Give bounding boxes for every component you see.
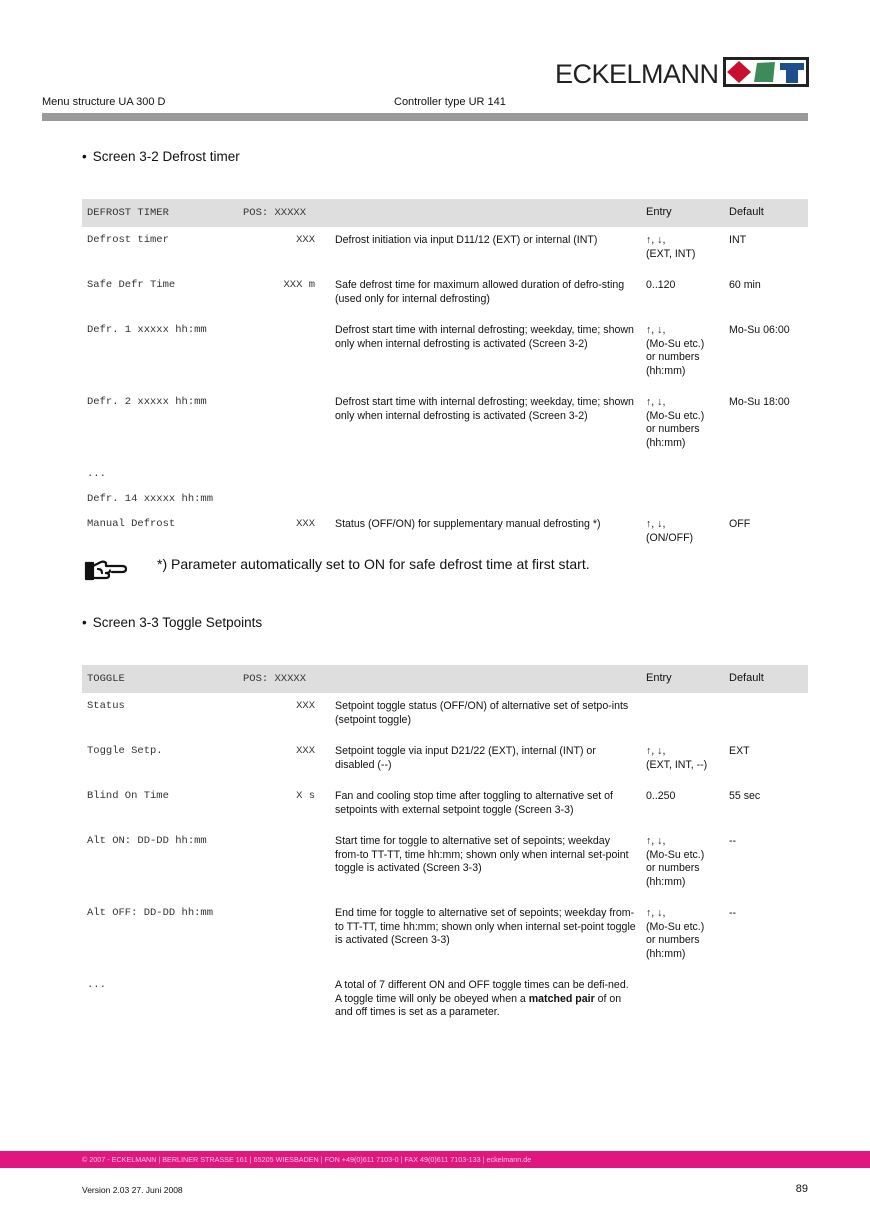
parameter-table: [82, 199, 808, 556]
parameter-description: Setpoint toggle via input D21/22 (EXT), internal (INT) or disabled (--): [335, 745, 596, 771]
entry-line: or numbers: [646, 423, 700, 435]
table-row: [82, 389, 808, 461]
entry-line: ↑, ↓,: [646, 745, 666, 757]
column-header-pos: POS: XXXXX: [237, 199, 329, 227]
parameter-name: ...: [87, 979, 106, 991]
parameter-name: Toggle Setp.: [87, 745, 163, 757]
entry-line: (hh:mm): [646, 947, 686, 960]
section-heading: [82, 149, 240, 164]
entry-line: (Mo-Su etc.): [646, 920, 705, 933]
parameter-value: XXX: [296, 234, 315, 246]
column-header-entry: Entry: [646, 206, 672, 219]
parameter-name: ...: [87, 468, 106, 480]
parameter-entry: [642, 227, 725, 272]
table-row: [82, 738, 808, 783]
parameter-description: Safe defrost time for maximum allowed duration of defro-sting (used only for internal defrosting): [335, 279, 625, 305]
column-header-default: Default: [729, 206, 764, 219]
column-header-default: Default: [729, 672, 764, 685]
entry-line: ↑, ↓,: [646, 907, 666, 919]
entry-line: (Mo-Su etc.): [646, 409, 705, 422]
parameter-name: Alt ON: DD-DD hh:mm: [87, 835, 207, 847]
version-info: Version 2.03 27. Juni 2008: [82, 1185, 183, 1195]
table-row: [82, 828, 808, 900]
parameter-name: Defr. 2 xxxxx hh:mm: [87, 396, 207, 408]
parameter-description: Start time for toggle to alternative set of sepoints; weekday from-to TT-TT, time hh:mm; shown only when internal set-point toggle is activated (Screen 3-3): [335, 835, 629, 874]
parameter-entry: [642, 828, 725, 900]
column-header-pos: POS: XXXXX: [237, 665, 329, 693]
column-header-entry: Entry: [646, 672, 672, 685]
footer-bar: © 2007 - ECKELMANN | BERLINER STRASSE 161 | 65205 WIESBADEN | FON +49(0)611 7103-0 | FAX 49(0)611 7103-133 | eckelmann.de: [0, 1151, 870, 1168]
parameter-description: [329, 972, 642, 1031]
entry-line: 0..120: [646, 279, 676, 291]
table-header-row: [82, 199, 808, 227]
parameter-name: Defrost timer: [87, 234, 169, 246]
entry-line: 0..250: [646, 790, 676, 802]
brand-logo-icon: [723, 57, 809, 87]
parameter-value: XXX: [296, 518, 315, 530]
parameter-entry: [642, 272, 725, 317]
bullet: •: [82, 149, 87, 164]
brand-wordmark: ECKELMANN: [555, 59, 719, 89]
entry-line: (hh:mm): [646, 436, 686, 449]
parameter-description: Defrost initiation via input D11/12 (EXT) or internal (INT): [335, 234, 598, 246]
parameter-value: XXX m: [283, 279, 315, 291]
pointing-hand-icon: [84, 557, 130, 583]
parameter-default: [725, 693, 808, 738]
parameter-description: Fan and cooling stop time after toggling to alternative set of setpoints with external setpoint toggle (Screen 3-3): [335, 790, 613, 816]
note-text-post: of on and off times is set as a parameter.: [335, 992, 622, 1018]
parameter-description: Defrost start time with internal defrosting; weekday, time; shown only when internal defrosting is activated (Screen 3-2): [335, 396, 634, 422]
note-text-pre: A total of 7 different ON and OFF toggle times can be defi-ned. A toggle time will only be obeyed when a: [335, 979, 629, 1005]
controller-type: Controller type UR 141: [394, 96, 506, 108]
parameter-default: OFF: [729, 518, 751, 530]
table-row: [82, 461, 808, 486]
logo-green-square: [754, 62, 775, 82]
column-header-menu: DEFROST TIMER: [82, 199, 237, 227]
parameter-default: Mo-Su 18:00: [729, 396, 790, 408]
entry-line: or numbers: [646, 934, 700, 946]
entry-line: (hh:mm): [646, 875, 686, 888]
parameter-entry: [642, 511, 725, 556]
parameter-value: [237, 317, 329, 389]
bullet: •: [82, 615, 87, 630]
header-divider: [42, 113, 808, 121]
entry-line: or numbers: [646, 862, 700, 874]
column-header-description: [329, 199, 642, 227]
entry-line: ↑, ↓,: [646, 234, 666, 246]
parameter-description: Defrost start time with internal defrosting; weekday, time; shown only when internal defrosting is activated (Screen 3-2): [335, 324, 634, 350]
table-row: [82, 900, 808, 972]
parameter-name: Status: [87, 700, 125, 712]
column-header-menu: TOGGLE: [82, 665, 237, 693]
logo-blue-block: [780, 63, 804, 70]
entry-line: (EXT, INT): [646, 247, 696, 260]
page-number: 89: [795, 1183, 808, 1195]
entry-line: (Mo-Su etc.): [646, 848, 705, 861]
parameter-default: 55 sec: [729, 790, 761, 802]
parameter-value: XXX: [296, 700, 315, 712]
parameter-name: Defr. 1 xxxxx hh:mm: [87, 324, 207, 336]
section-heading: [82, 615, 262, 630]
parameter-default: INT: [729, 234, 747, 246]
table-row: [82, 272, 808, 317]
document-title: Menu structure UA 300 D: [42, 96, 166, 108]
parameter-name: Defr. 14 xxxxx hh:mm: [87, 493, 214, 505]
entry-line: ↑, ↓,: [646, 518, 666, 530]
entry-line: ↑, ↓,: [646, 396, 666, 408]
parameter-entry: [642, 389, 725, 461]
table-row: [82, 486, 808, 511]
entry-line: or numbers: [646, 351, 700, 363]
parameter-default: 60 min: [729, 279, 761, 291]
parameter-value: X s: [296, 790, 315, 802]
column-header-description: [329, 665, 642, 693]
parameter-default: --: [729, 835, 737, 847]
parameter-name: Blind On Time: [87, 790, 169, 802]
entry-line: ↑, ↓,: [646, 835, 666, 847]
parameter-default: --: [729, 907, 737, 919]
note-text: *) Parameter automatically set to ON for safe defrost time at first start.: [157, 556, 590, 572]
parameter-default: EXT: [729, 745, 750, 757]
parameter-entry: [642, 693, 725, 738]
table-row: [82, 511, 808, 556]
parameter-entry: [642, 900, 725, 972]
entry-line: (ON/OFF): [646, 531, 694, 544]
entry-line: (EXT, INT, --): [646, 758, 708, 771]
table-row: [82, 227, 808, 272]
parameter-default: Mo-Su 06:00: [729, 324, 790, 336]
parameter-name: Alt OFF: DD-DD hh:mm: [87, 907, 214, 919]
parameter-entry: [642, 738, 725, 783]
section-title: Screen 3-2 Defrost timer: [92, 149, 240, 164]
table-row: [82, 317, 808, 389]
table-row: [82, 783, 808, 828]
parameter-name: Safe Defr Time: [87, 279, 176, 291]
parameter-table: [82, 665, 808, 1031]
entry-line: (hh:mm): [646, 364, 686, 377]
parameter-description: Setpoint toggle status (OFF/ON) of alternative set of setpo-ints (setpoint toggle): [335, 700, 629, 726]
entry-line: ↑, ↓,: [646, 324, 666, 336]
parameter-entry: [642, 317, 725, 389]
parameter-entry: [642, 783, 725, 828]
table-row: [82, 972, 808, 1031]
section-title: Screen 3-3 Toggle Setpoints: [92, 615, 263, 630]
parameter-description: Status (OFF/ON) for supplementary manual defrosting *): [335, 518, 601, 530]
table-header-row: [82, 665, 808, 693]
table-row: [82, 693, 808, 738]
parameter-value: XXX: [296, 745, 315, 757]
entry-line: (Mo-Su etc.): [646, 337, 705, 350]
parameter-description: End time for toggle to alternative set of sepoints; weekday from-to TT-TT, time hh:mm; shown only when internal set-point toggle is activated (Screen 3-3): [335, 907, 636, 946]
note-text-bold: matched pair: [528, 992, 595, 1005]
parameter-name: Manual Defrost: [87, 518, 176, 530]
parameter-value: [237, 389, 329, 461]
